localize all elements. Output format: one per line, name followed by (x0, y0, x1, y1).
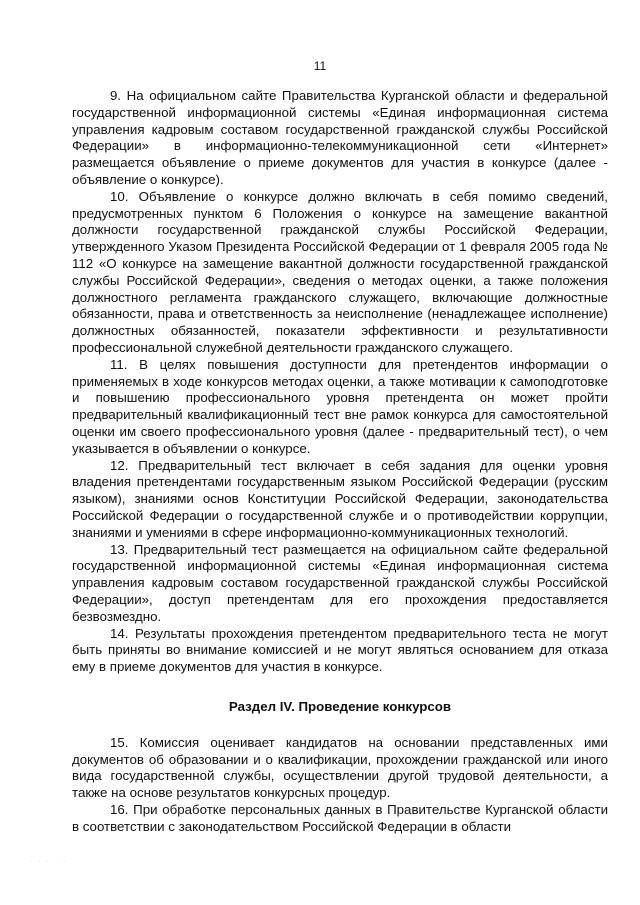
paragraph-14: 14. Результаты прохождения претендентом предварительного теста не могут быть приняты во внимание комиссией и не могут являться основанием для отказа ему в приеме документов для участия в конкурсе. (72, 625, 608, 675)
page-number: 11 (313, 59, 327, 73)
paragraph-12: 12. Предварительный тест включает в себя задания для оценки уровня владения претендентами государственным языком Российской Федерации (русским языком), знаниями основ Конституции Российской Федерации, законодательства Российской Федерации о государственной службе и о противодействии коррупции, знаниями и умениями в сфере информационно-коммуникационных технологий. (72, 457, 608, 540)
paragraph-9: 9. На официальном сайте Правительства Курганской области и федеральной государственной информационной системы «Единая информационная система управления кадровым составом государственной гражданской службы Российской Федерации» в информационно-телекоммуникационной сети «Интернет» размещается объявление о приеме документов для участия в конкурсе (далее - объявление о конкурсе). (72, 88, 608, 187)
paragraph-13: 13. Предварительный тест размещается на официальном сайте федеральной государственной информационной системы «Единая информационная система управления кадровым составом государственной гражданской службы Российской Федерации», доступ претендентам для его прохождения предоставляется безвозмездно. (72, 541, 608, 624)
scan-noise: · · · · · (30, 858, 68, 865)
paragraph-16: 16. При обработке персональных данных в Правительстве Курганской области в соответствии с законодательством Российской Федерации в области (72, 802, 608, 834)
paragraph-15: 15. Комиссия оценивает кандидатов на основании представленных ими документов об образовании и о квалификации, прохождении гражданской или иного вида государственной службы, осуществлении другой трудовой деятельности, а также на основе результатов конкурсных процедур. (72, 734, 608, 801)
document-body (72, 88, 608, 836)
paragraph-11: 11. В целях повышения доступности для претендентов информации о применяемых в ходе конкурсов методах оценки, а также мотивации к самоподготовке и повышению профессионального уровня претендента он может пройти предварительный квалификационный тест вне рамок конкурса для самостоятельной оценки им своего профессионального уровня (далее - предварительный тест), о чем указывается в объявлении о конкурсе. (72, 356, 608, 456)
paragraph-10: 10. Объявление о конкурсе должно включать в себя помимо сведений, предусмотренных пунктом 6 Положения о конкурсе на замещение вакантной должности государственной гражданской службы Российской Федерации, утвержденного Указом Президента Российской Федерации от 1 февраля 2005 года № 112 «О конкурсе на замещение вакантной должности государственной гражданской службы Российской Федерации», сведения о методах оценки, а также положения должностного регламента гражданского служащего, включающие должностные обязанности, права и ответственность за неисполнение (ненадлежащее исполнение) должностных обязанностей, показатели эффективности и результативности профессиональной служебной деятельности гражданского служащего. (72, 188, 608, 355)
section-heading: Раздел IV. Проведение конкурсов (228, 698, 452, 714)
